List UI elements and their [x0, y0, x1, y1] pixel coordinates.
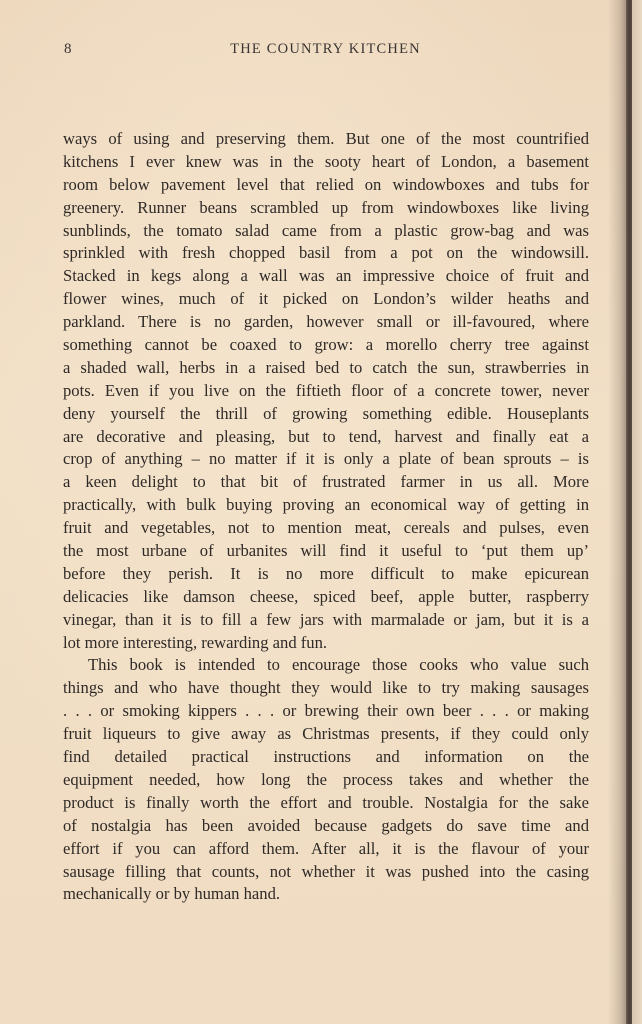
next-page-strip — [632, 0, 642, 1024]
text-line: crop of anything – no matter if it is only a plate of bean sprouts – is — [63, 449, 589, 469]
paragraph-2 — [63, 654, 589, 906]
text-line: sprinkled with fresh chopped basil from a pot on the windowsill. — [63, 243, 589, 263]
text-line: pots. Even if you live on the fiftieth floor of a concrete tower, never — [63, 380, 589, 400]
text-line: of nostalgia has been avoided because gadgets do save time and — [63, 815, 589, 835]
text-line: sunblinds, the tomato salad came from a plastic grow-bag and was — [63, 220, 589, 240]
text-line: product is finally worth the effort and trouble. Nostalgia for the sake — [63, 792, 589, 812]
text-line: things and who have thought they would like to try making sausages — [63, 678, 589, 698]
text-line: flower wines, much of it picked on London’s wilder heaths and — [63, 289, 589, 309]
text-line: something cannot be coaxed to grow: a morello cherry tree against — [63, 335, 589, 355]
text-line: a keen delight to that bit of frustrated farmer in us all. More — [63, 472, 589, 492]
text-line: kitchens I ever knew was in the sooty heart of London, a basement — [63, 151, 589, 171]
book-title: THE COUNTRY KITCHEN — [230, 41, 421, 57]
text-line: sausage filling that counts, not whether it was pushed into the casing — [63, 861, 589, 881]
page-number: 8 — [64, 41, 72, 57]
page-edge-shadow — [608, 0, 628, 1024]
text-line: find detailed practical instructions and information on the — [63, 747, 589, 767]
text-line: This book is intended to encourage those cooks who value such — [88, 655, 589, 675]
text-line: vinegar, than it is to fill a few jars with marmalade or jam, but it is a — [63, 609, 589, 629]
text-line: effort if you can afford them. After all, it is the flavour of your — [63, 838, 589, 858]
text-line: greenery. Runner beans scrambled up from windowboxes like living — [63, 197, 589, 217]
text-line: before they perish. It is no more difficult to make epicurean — [63, 563, 589, 583]
text-line: lot more interesting, rewarding and fun. — [63, 632, 328, 652]
body-text — [63, 128, 589, 906]
text-line: Stacked in kegs along a wall was an impressive choice of fruit and — [63, 266, 589, 286]
text-line: parkland. There is no garden, however small or ill-favoured, where — [63, 312, 589, 332]
text-line: are decorative and pleasing, but to tend, harvest and finally eat a — [63, 426, 589, 446]
paragraph-1 — [63, 128, 589, 654]
text-line: . . . or smoking kippers . . . or brewing their own beer . . . or making — [63, 701, 589, 721]
text-line: mechanically or by human hand. — [63, 884, 281, 904]
text-line: the most urbane of urbanites will find it useful to ‘put them up’ — [63, 541, 589, 561]
text-line: delicacies like damson cheese, spiced beef, apple butter, raspberry — [63, 586, 589, 606]
running-head — [63, 38, 588, 60]
text-line: ways of using and preserving them. But one of the most countrified — [63, 129, 589, 148]
text-line: room below pavement level that relied on windowboxes and tubs for — [63, 174, 589, 194]
text-line: practically, with bulk buying proving an economical way of getting in — [63, 495, 589, 515]
text-line: fruit liqueurs to give away as Christmas presents, if they could only — [63, 724, 589, 744]
text-line: deny yourself the thrill of growing something edible. Houseplants — [63, 403, 589, 423]
text-line: equipment needed, how long the process takes and whether the — [63, 769, 589, 789]
text-line: a shaded wall, herbs in a raised bed to catch the sun, strawberries in — [63, 357, 589, 377]
text-line: fruit and vegetables, not to mention meat, cereals and pulses, even — [63, 518, 589, 538]
